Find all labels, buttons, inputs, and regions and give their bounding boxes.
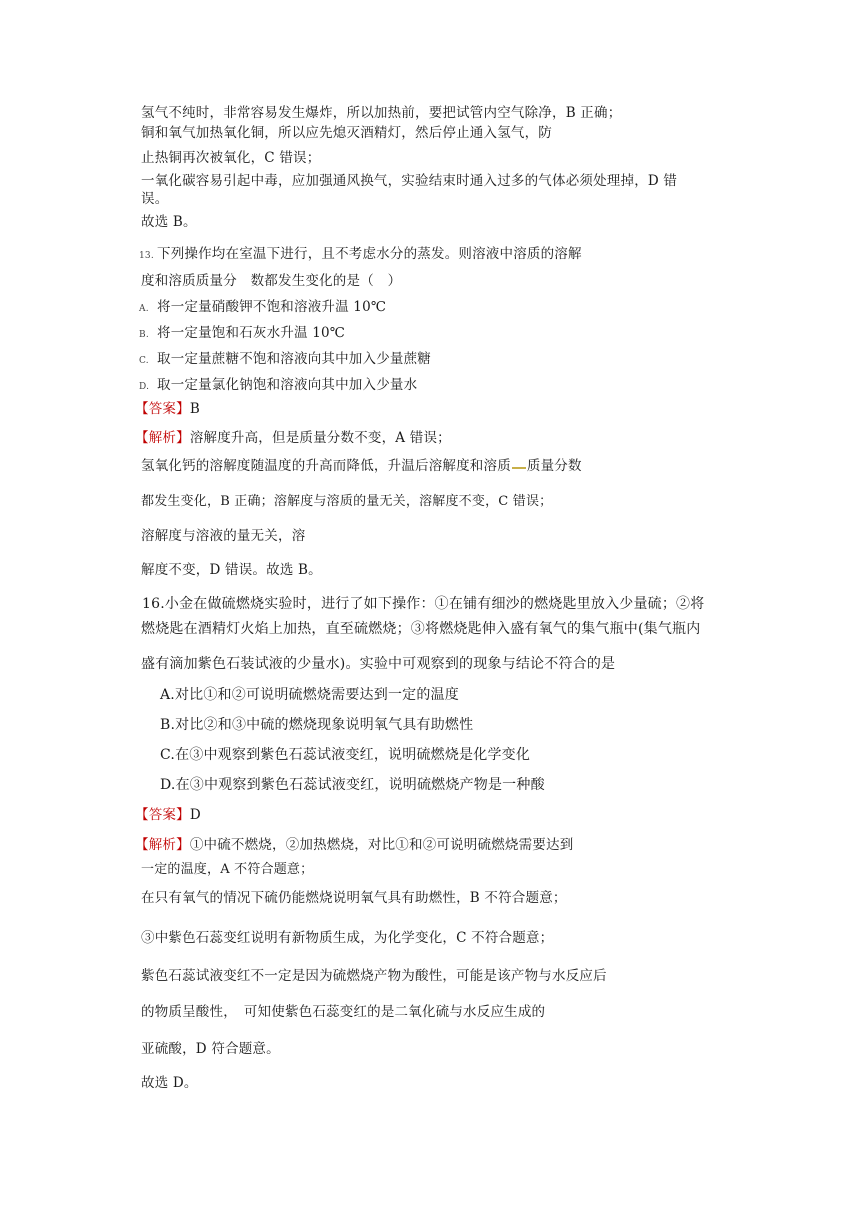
analysis-text: 溶解度升高，但是质量分数不变，A 错误； xyxy=(189,430,451,446)
analysis-line: 解度不变，D 错误。故选 B。 xyxy=(141,562,322,578)
text-line: 一氧化碳容易引起中毒，应加强通风换气，实验结束时通入过多的气体必须处理掉，D 错 xyxy=(141,173,678,189)
option-b xyxy=(139,324,345,344)
option-a: A.对比①和②可说明硫燃烧需要达到一定的温度 xyxy=(160,687,459,703)
analysis-text: 质量分数 xyxy=(526,458,582,474)
answer-tag: 【答案】 xyxy=(135,401,190,417)
option-letter: A. xyxy=(139,304,149,314)
option-letter: C. xyxy=(139,356,149,366)
conclusion-line: 故选 D。 xyxy=(141,1075,198,1091)
option-d: D.在③中观察到紫色石蕊试液变红，说明硫燃烧产物是一种酸 xyxy=(160,777,545,793)
underline-mark xyxy=(512,457,526,469)
stem-text: 下列操作均在室温下进行，且不考虑水分的蒸发。则溶液中溶质的溶解 xyxy=(157,246,582,262)
text-line: 铜和氧气加热氧化铜，所以应先熄灭酒精灯，然后停止通入氢气，防 xyxy=(141,125,552,141)
option-a xyxy=(139,298,386,318)
option-c xyxy=(139,350,431,370)
text-line: 止热铜再次被氧化，C 错误； xyxy=(141,150,321,166)
answer-value: D xyxy=(189,807,201,823)
option-b: B.对比②和③中硫的燃烧现象说明氧气具有助燃性 xyxy=(160,717,474,733)
text-line: 氢气不纯时，非常容易发生爆炸，所以加热前，要把试管内空气除净，B 正确； xyxy=(141,105,622,121)
answer-value: B xyxy=(189,401,200,417)
answer-line xyxy=(135,806,201,824)
option-text: 将一定量硝酸钾不饱和溶液升温 10℃ xyxy=(157,299,387,315)
option-d xyxy=(139,376,417,396)
option-text: 取一定量氯化钠饱和溶液向其中加入少量水 xyxy=(157,377,418,393)
analysis-line: 亚硫酸，D 符合题意。 xyxy=(141,1041,280,1057)
analysis-line: ③中紫色石蕊变红说明有新物质生成，为化学变化，C 不符合题意； xyxy=(141,930,554,946)
option-letter: B. xyxy=(139,330,149,340)
option-text: 取一定量蔗糖不饱和溶液向其中加入少量蔗糖 xyxy=(157,351,431,367)
question-stem xyxy=(139,245,582,265)
analysis-line: 在只有氧气的情况下硫仍能燃烧说明氧气具有助燃性，B 不符合题意； xyxy=(141,890,567,906)
analysis-line xyxy=(135,836,573,854)
analysis-tag: 【解析】 xyxy=(135,430,190,446)
answer-tag: 【答案】 xyxy=(135,807,190,823)
analysis-text: 氢氧化钙的溶解度随温度的升高而降低，升温后溶解度和溶质 xyxy=(141,458,511,474)
option-letter: D. xyxy=(139,382,150,392)
question-stem: 16.小金在做硫燃烧实验时，进行了如下操作：①在铺有细沙的燃烧匙里放入少量硫；②将 xyxy=(142,596,705,612)
text-line: 误。 xyxy=(141,191,169,207)
analysis-line: 的物质呈酸性， 可知使紫色石蕊变红的是二氧化硫与水反应生成的 xyxy=(141,1004,546,1020)
analysis-tag: 【解析】 xyxy=(135,837,190,853)
option-c: C.在③中观察到紫色石蕊试液变红，说明硫燃烧是化学变化 xyxy=(160,747,531,763)
question-stem: 度和溶质质量分 数都发生变化的是（ ） xyxy=(141,273,402,289)
analysis-text: ①中硫不燃烧，②加热燃烧，对比①和②可说明硫燃烧需要达到 xyxy=(189,837,574,853)
analysis-line: 一定的温度，A 不符合题意； xyxy=(141,862,314,877)
question-number: 13. xyxy=(139,251,154,261)
analysis-line: 紫色石蕊试液变红不一定是因为硫燃烧产物为酸性，可能是该产物与水反应后 xyxy=(141,968,607,984)
analysis-line: 都发生变化，B 正确；溶解度与溶质的量无关，溶解度不变，C 错误； xyxy=(141,494,553,509)
option-text: 将一定量饱和石灰水升温 10℃ xyxy=(157,325,346,341)
analysis-line: 溶解度与溶液的量无关，溶 xyxy=(141,528,306,544)
analysis-line xyxy=(135,429,451,447)
conclusion-line: 故选 B。 xyxy=(141,214,197,230)
question-stem: 盛有滴加紫色石装试液的少量水)。实验中可观察到的现象与结论不符合的是 xyxy=(141,656,616,672)
answer-line xyxy=(135,400,200,418)
analysis-line xyxy=(141,457,582,475)
question-stem: 燃烧匙在酒精灯火焰上加热，直至硫燃烧；③将燃烧匙伸入盛有氧气的集气瓶中(集气瓶内 xyxy=(141,621,701,637)
